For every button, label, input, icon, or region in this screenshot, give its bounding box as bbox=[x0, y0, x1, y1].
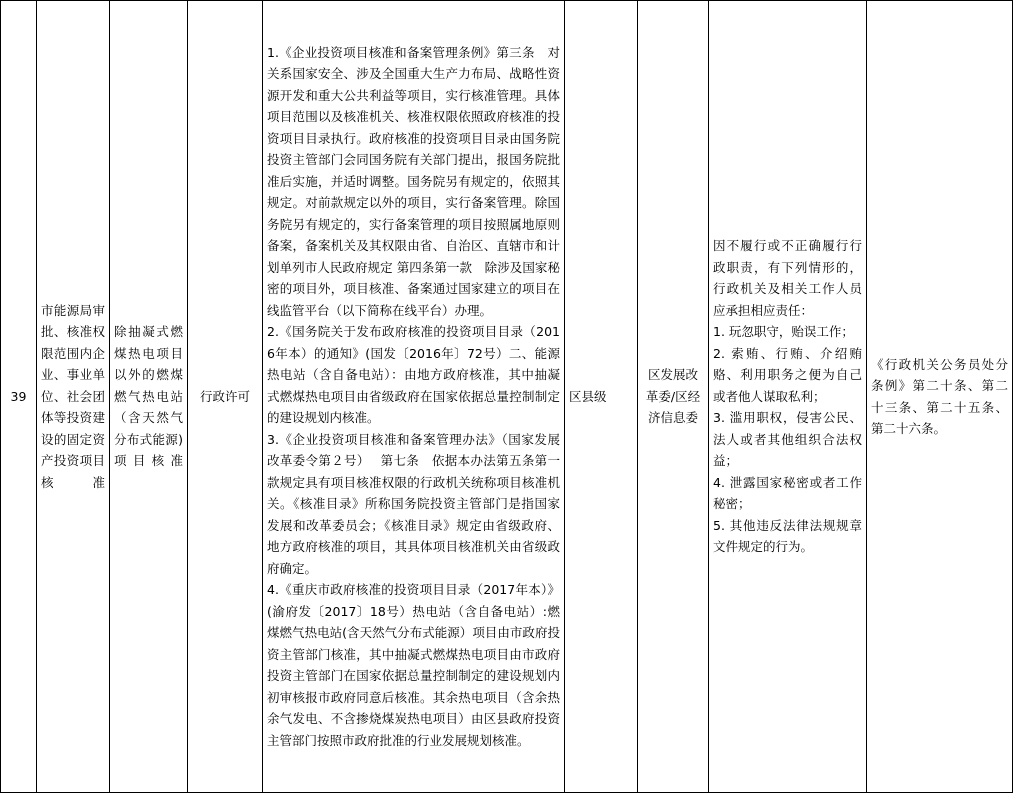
responsibility-item-5: 5. 其他违反法律法规规章文件规定的行为。 bbox=[713, 517, 862, 555]
responsible-department: 区发展改革委/区经济信息委 bbox=[638, 1, 709, 793]
responsibility-item-4: 4. 泄露国家秘密或者工作秘密； bbox=[713, 474, 862, 512]
legal-basis-cell bbox=[263, 1, 577, 793]
legal-basis-clause-4: 4.《重庆市政府核准的投资项目目录（2017年本）》(渝府发〔2017〕18号）热电站（含自备电站）:燃煤燃气热电站(含天然气分布式能源）项目由市政府投资主管部门核准，其中抽凝式燃煤热电项目由市政府投资主管部门在国家依据总量控制制定的建设规划内初审核报市政府同意后核准。其余热电项目（含余热余气发电、不含掺烧煤炭热电项目）由区县政府投资主管部门按照市政府批准的行业发展规划核准。 bbox=[267, 582, 560, 748]
sub-item-name: 除抽凝式燃煤热电项目以外的燃煤燃气热电站（含天然气分布式能源)项目核准 bbox=[110, 1, 188, 793]
table-row bbox=[1, 1, 1013, 793]
responsibility-item-2: 2. 索贿、行贿、介绍贿赂、利用职务之便为自己或者他人谋取私利； bbox=[713, 345, 862, 404]
exercise-level: 区县级 bbox=[565, 1, 638, 793]
legal-basis-clause-2: 2.《国务院关于发布政府核准的投资项目目录（2016年本）的通知》(国发〔2016年〕72号）二、能源 热电站（含自备电站）：由地方政府核准，其中抽凝式燃煤热电项目由省级政府在国家依据总量控制制定的建设规划内核准。 bbox=[267, 324, 577, 426]
responsibility-intro: 因不履行或不正确履行行政职责，有下列情形的，行政机关及相关工作人员应承担相应责任： bbox=[713, 238, 862, 318]
row-number: 39 bbox=[1, 1, 37, 793]
penalty-basis: 《行政机关公务员处分条例》第二十条、第二十三条、第二十五条、第二十六条。 bbox=[867, 1, 1013, 793]
power-type: 行政许可 bbox=[188, 1, 263, 793]
item-name: 市能源局审批、核准权限范围内企业、事业单位、社会团体等投资建设的固定资产投资项目核准 bbox=[37, 1, 110, 793]
edge-divider bbox=[1012, 538, 1013, 560]
responsibility-cell bbox=[709, 1, 867, 793]
legal-basis-clause-1: 1.《企业投资项目核准和备案管理条例》第三条 对关系国家安全、涉及全国重大生产力布局、战略性资源开发和重大公共利益等项目，实行核准管理。具体项目范围以及核准机关、核准权限依照政府核准的投资项目目录执行。政府核准的投资项目目录由国务院投资主管部门会同国务院有关部门提出，报国务院批准后实施，并适时调整。国务院另有规定的，依照其规定。对前款规定以外的项目，实行备案管理。除国务院另有规定的，实行备案管理的项目按照属地原则备案，备案机关及其权限由省、自治区、直辖市和计划单列市人民政府规定 第四条第一款 除涉及国家秘密的项目外，项目核准、备案通过国家建立的项目在线监管平台（以下简称在线平台）办理。 bbox=[267, 44, 560, 318]
responsibility-item-1: 1. 玩忽职守，贻误工作； bbox=[713, 324, 854, 340]
legal-basis-clause-3: 3.《企业投资项目核准和备案管理办法》（国家发展改革委令第２号） 第七条 依据本办法第五条第一款规定具有项目核准权限的行政机关统称项目核准机关。《核准目录》所称国务院投资主管部门是指国家发展和改革委员会；《核准目录》规定由省级政府、地方政府核准的项目，其具体项目核准机关由省级政府确定。 bbox=[267, 431, 560, 576]
responsibility-item-3: 3. 滥用职权，侵害公民、法人或者其他组织合法权益； bbox=[713, 410, 862, 469]
